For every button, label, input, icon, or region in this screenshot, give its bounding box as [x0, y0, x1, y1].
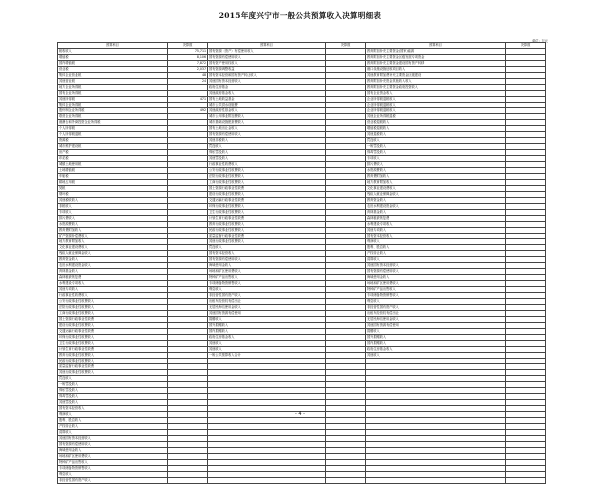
subject-cell: 教育资金收入: [58, 257, 168, 263]
subject-cell: 卫生行政事业性收费收入: [58, 340, 168, 346]
subject-cell: 缉毒罚没收入: [58, 394, 168, 400]
subject-cell: 利息收入: [58, 471, 168, 477]
subject-cell: 国外捐赠收入: [366, 334, 506, 340]
subject-cell: 其他收入: [208, 346, 326, 352]
header-amount-1: 决算数: [168, 43, 208, 49]
header-subject-3: 预算科目: [366, 43, 506, 49]
subject-cell: 其他国有资本经营收入: [208, 78, 326, 84]
subject-cell: 国有资本经营和国有资产转让收入: [208, 72, 326, 78]
subject-cell: 地方教育附加收入: [366, 179, 506, 185]
subject-cell: 水资源费收入: [366, 168, 506, 174]
subject-cell: 排污费收入: [366, 162, 506, 168]
subject-cell: 缉私罚没收入: [208, 150, 326, 156]
subject-cell: 出租车经营权有偿出让: [366, 310, 506, 316]
subject-cell: 环保行政事业性收费收入: [208, 203, 326, 209]
subject-cell: 公安行政事业性收费收入: [58, 298, 168, 304]
subject-cell: 文化事业建设费收入: [366, 185, 506, 191]
subject-cell: 教育费附加收入: [58, 227, 168, 233]
subject-cell: 政府住房基金: [208, 84, 326, 90]
subject-cell: 股份制企业所得税: [58, 108, 168, 114]
subject-cell: 股利、股息收入: [366, 245, 506, 251]
subject-cell: 利润收入: [366, 239, 506, 245]
subject-cell: 国有土地出让金收入: [208, 126, 326, 132]
subject-cell: 国土资源行政事业性收费: [208, 185, 326, 191]
subject-cell: 其他退税收入: [366, 132, 506, 138]
subject-cell: 国有资源（资产）有偿使用收入: [208, 48, 326, 54]
subject-cell: 民政行政事业性收费收入: [208, 227, 326, 233]
subject-cell: 集体企业营业税: [58, 72, 168, 78]
amount-cell: 8,106: [168, 54, 208, 60]
subject-cell: 国有资本经营收入: [366, 233, 506, 239]
subject-cell: 文化事业建设费收入: [58, 245, 168, 251]
subject-cell: 无居民海岛使用金收入: [208, 304, 326, 310]
subject-cell: 特种矿产品出售收入: [366, 287, 506, 293]
subject-cell: 税收收入: [58, 48, 168, 54]
subject-cell: 资源税: [58, 138, 168, 144]
amount-cell: [326, 477, 366, 483]
subject-cell: 其他罚没收入: [208, 156, 326, 162]
subject-cell: 水利建设专项收入: [58, 281, 168, 287]
subject-cell: 法院行政事业性收费收入: [208, 173, 326, 179]
header-subject-1: 预算科目: [58, 43, 168, 49]
subject-cell: 行政事业性收费收入: [58, 293, 168, 299]
subject-cell: 国有资本经营收入: [208, 251, 326, 257]
subject-cell: 罚没收入: [208, 144, 326, 150]
subject-cell: [366, 477, 506, 483]
subject-cell: 育林基金收入: [366, 209, 506, 215]
subject-cell: 个人所得税: [58, 126, 168, 132]
subject-cell: 国有土地收益基金: [208, 96, 326, 102]
subject-cell: 国外捐赠收入: [208, 322, 326, 328]
subject-cell: 特种矿产品出售收入: [208, 275, 326, 281]
subject-cell: 环保行政事业性收费收入: [58, 334, 168, 340]
subject-cell: 国有企业资金收入: [366, 90, 506, 96]
subject-cell: 营业税退税收入: [366, 120, 506, 126]
subject-cell: 教育附加补充主要资金政府投资收入: [366, 84, 506, 90]
subject-cell: 罚没收入: [208, 245, 326, 251]
subject-cell: 教育附加补充主要资金(国家)能源: [366, 48, 506, 54]
subject-cell: 育林基金收入: [58, 269, 168, 275]
subject-cell: 计划生育行政事业性收费: [58, 346, 168, 352]
unit-label: 单位：万元: [532, 39, 548, 43]
subject-cell: 政府住房基金收入: [366, 346, 506, 352]
subject-cell: 水利建设专项收入: [366, 221, 506, 227]
subject-cell: 联营企业所得税: [58, 114, 168, 120]
page-number: - 4 -: [295, 411, 305, 417]
subject-cell: 水资源费收入: [58, 221, 168, 227]
subject-cell: 缉私罚没收入: [58, 388, 168, 394]
subject-cell: 产权转让收入: [58, 424, 168, 430]
subject-cell: 无居民海岛使用金收入: [366, 316, 506, 322]
subject-cell: 城市公共供水设施费: [208, 102, 326, 108]
subject-cell: 其他营业税: [58, 78, 168, 84]
subject-cell: 场地和矿区使用费收入: [366, 281, 506, 287]
subject-cell: 教育行政事业性收费收入: [208, 221, 326, 227]
subject-cell: 股利、股息收入: [58, 418, 168, 424]
subject-cell: 教育行政事业性收费收入: [58, 352, 168, 358]
subject-cell: 国内捐赠收入: [208, 328, 326, 334]
subject-cell: 捐赠收入: [208, 316, 326, 322]
subject-cell: 其他罚没收入: [58, 400, 168, 406]
subject-cell: 其他政府性基金收入: [208, 108, 326, 114]
subject-cell: 其他教育附加费补充主要资金区级建设: [366, 72, 506, 78]
subject-cell: 其他收入: [366, 352, 506, 358]
subject-cell: 增值税退税收入: [366, 126, 506, 132]
header-subject-2: 预算科目: [208, 43, 326, 49]
subject-cell: 其他收入: [208, 340, 326, 346]
subject-cell: 其他国有资本经营收入: [366, 263, 506, 269]
subject-cell: 非经营性国有资产收入: [366, 304, 506, 310]
subject-cell: 捐赠收入: [366, 328, 506, 334]
subject-cell: 地方教育附加收入: [58, 239, 168, 245]
page-title: 2015年度兴宁市一般公共预算收入决算明细表: [218, 11, 382, 20]
subject-cell: 一般罚没收入: [366, 144, 506, 150]
subject-cell: 房产税: [58, 150, 168, 156]
subject-cell: 国土资源行政事业性收费: [58, 316, 168, 322]
subject-cell: 教育附加补充主要资金区级发展专项资金: [366, 54, 506, 60]
header-amount-3: 决算数: [506, 43, 546, 49]
subject-cell: 营业税: [58, 66, 168, 72]
amount-cell: 48: [168, 72, 208, 78]
subject-cell: 公安行政事业性收费收入: [208, 168, 326, 174]
subject-cell: 国有资本经营收入: [58, 406, 168, 412]
subject-cell: 森林植被恢复费: [366, 215, 506, 221]
subject-cell: 其他行政事业性收费收入: [208, 239, 326, 245]
subject-cell: 城市维护建设税: [58, 144, 168, 150]
subject-cell: 城镇土地使用税: [58, 162, 168, 168]
subject-cell: 产权转让收入: [366, 251, 506, 257]
subject-cell: 卫生行政事业性收费收入: [208, 209, 326, 215]
subject-cell: 其他专项收入: [58, 287, 168, 293]
subject-cell: 交通运输行政事业性收费: [58, 328, 168, 334]
subject-cell: 出租车经营权有偿出让: [208, 298, 326, 304]
subject-cell: 海域使用金收入: [58, 447, 168, 453]
subject-cell: 土地增值税: [58, 168, 168, 174]
subject-cell: 非经营性国有资产收入: [208, 293, 326, 299]
subject-cell: 农田水利建设资金收入: [366, 203, 506, 209]
subject-cell: 清算收入: [366, 257, 506, 263]
subject-cell: 政府住房基金收入: [208, 334, 326, 340]
subject-cell: 残疾人就业保障金收入: [58, 251, 168, 257]
subject-cell: 契税: [58, 185, 168, 191]
subject-cell: 教育费附加收入: [366, 173, 506, 179]
subject-cell: 专项收入: [366, 156, 506, 162]
subject-cell: 其他国有资源有偿使用: [366, 322, 506, 328]
subject-cell: 非经营性国有资产收入: [58, 477, 168, 483]
subject-cell: 清算收入: [58, 429, 168, 435]
subject-cell: 烟叶税: [58, 191, 168, 197]
subject-cell: 工商行政事业性收费收入: [58, 310, 168, 316]
subject-cell: 非税收入: [58, 203, 168, 209]
subject-cell: 其他国有资本经营收入: [58, 435, 168, 441]
subject-cell: 教育附加补充主要资金建设国有资产转移: [366, 60, 506, 66]
subject-cell: 其他非税收入: [208, 138, 326, 144]
subject-cell: 农田水利建设资金收入: [58, 263, 168, 269]
subject-cell: 矿产资源补偿费收入: [58, 233, 168, 239]
subject-cell: 车船税: [58, 173, 168, 179]
amount-cell: 7,872: [168, 60, 208, 66]
revenue-detail-table: [57, 42, 546, 484]
subject-cell: 其他政府基金收入: [208, 90, 326, 96]
subject-cell: 其他行政事业性收费收入: [58, 370, 168, 376]
subject-cell: 场地和矿区使用费收入: [58, 453, 168, 459]
subject-cell: 专项储备物资销售收入: [208, 281, 326, 287]
subject-cell: 残疾人就业保障金收入: [366, 191, 506, 197]
subject-cell: 专项收入: [58, 209, 168, 215]
subject-cell: 其他所得税: [58, 96, 168, 102]
subject-cell: 森林植被恢复费: [58, 275, 168, 281]
subject-cell: 国有资源有偿使用收入: [208, 257, 326, 263]
table-row: [58, 477, 546, 483]
subject-cell: 罚没收入: [58, 376, 168, 382]
subject-cell: 一般罚没收入: [58, 382, 168, 388]
subject-cell: 教育资金收入: [366, 197, 506, 203]
subject-cell: 排污费收入: [58, 215, 168, 221]
subject-cell: 城市基础设施配套费收入: [208, 120, 326, 126]
subject-cell: 港澳台和外商投资企业所得税: [58, 120, 168, 126]
subject-cell: 国内捐赠收入: [366, 340, 506, 346]
subject-cell: 行政事业性收费收入: [208, 162, 326, 168]
subject-cell: 专项储备物资销售收入: [366, 293, 506, 299]
subject-cell: 罚没收入: [366, 138, 506, 144]
subject-cell: 企业所得税退税收入: [366, 96, 506, 102]
subject-cell: 一般公共预算收入合计: [208, 352, 326, 358]
subject-cell: 增值税: [58, 54, 168, 60]
subject-cell: 海域使用金收入: [366, 275, 506, 281]
subject-cell: 场地和矿区使用费收入: [208, 269, 326, 275]
amount-cell: [168, 477, 208, 483]
amount-cell: 2,037: [168, 66, 208, 72]
subject-cell: 港口设施设施征收项目收入: [366, 66, 506, 72]
subject-cell: 印花税: [58, 156, 168, 162]
subject-cell: 耕地占用税: [58, 179, 168, 185]
subject-cell: 缉毒罚没收入: [366, 150, 506, 156]
subject-cell: 城市公用事业附加费收入: [208, 114, 326, 120]
subject-cell: 工商行政事业性收费收入: [208, 179, 326, 185]
subject-cell: 国有资源有偿使用收入: [208, 54, 326, 60]
subject-cell: 专项储备物资销售收入: [58, 465, 168, 471]
subject-cell: 海域使用金收入: [208, 263, 326, 269]
subject-cell: 交通运输行政事业性收费: [208, 197, 326, 203]
subject-cell: 国有资产使用权收入: [208, 60, 326, 66]
subject-cell: 企业所得税退税收入: [366, 108, 506, 114]
subject-cell: 特种矿产品出售收入: [58, 459, 168, 465]
subject-cell: 企业所得税退税收入: [366, 102, 506, 108]
amount-cell: 75,711: [168, 48, 208, 54]
subject-cell: 利息收入: [208, 287, 326, 293]
subject-cell: 其他专项收入: [366, 227, 506, 233]
subject-cell: 质量监督行政事业性收费: [208, 233, 326, 239]
subject-cell: 利润收入: [58, 412, 168, 418]
subject-cell: 国有资源调整收益: [208, 66, 326, 72]
header-amount-2: 决算数: [326, 43, 366, 49]
subject-cell: 利息收入: [366, 298, 506, 304]
subject-cell: 个人所得税退税: [58, 132, 168, 138]
subject-cell: 民政行政事业性收费收入: [58, 358, 168, 364]
amount-cell: 492: [168, 108, 208, 114]
amount-cell: 471: [168, 96, 208, 102]
subject-cell: 其他国有资源有偿使用: [208, 310, 326, 316]
table-body: [58, 48, 546, 483]
subject-cell: 国有资源有偿使用收入: [208, 132, 326, 138]
subject-cell: 质量监督行政事业性收费: [58, 364, 168, 370]
subject-cell: 地方企业所得税: [58, 84, 168, 90]
subject-cell: 国有企业所得税: [58, 90, 168, 96]
subject-cell: 建设行政事业性收费收入: [208, 191, 326, 197]
subject-cell: 集体企业所得税: [58, 102, 168, 108]
subject-cell: 国有资源有偿使用收入: [58, 441, 168, 447]
subject-cell: 计划生育行政事业性收费: [208, 215, 326, 221]
subject-cell: 国内增值税: [58, 60, 168, 66]
subject-cell: 教育附加补充资金其他收入收入: [366, 78, 506, 84]
amount-cell: 24: [168, 78, 208, 84]
subject-cell: 其他税收收入: [58, 197, 168, 203]
subject-cell: 国有资源有偿使用收入: [366, 269, 506, 275]
amount-cell: [506, 477, 546, 483]
subject-cell: [208, 477, 326, 483]
subject-cell: 法院行政事业性收费收入: [58, 304, 168, 310]
subject-cell: 建设行政事业性收费收入: [58, 322, 168, 328]
subject-cell: 其他企业所得税退税: [366, 114, 506, 120]
